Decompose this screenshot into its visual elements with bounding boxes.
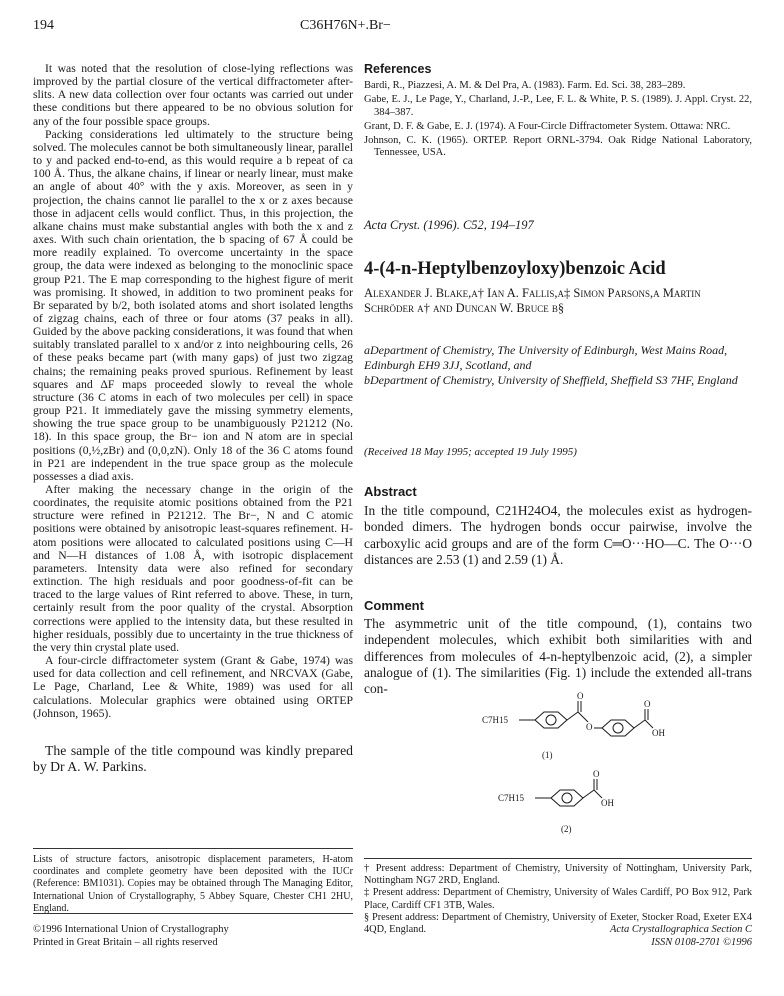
benzene-ring (602, 720, 634, 736)
atom-label: O (586, 722, 593, 732)
paragraph: After making the necessary change in the origin of the coordinates, the requisite atomic positions obtained from the P21 structure were refined in P21212. The Br−, N and C atomic positions were obtained by anisotropic least-squares refinement. H-atom positions were allocated to calculated positions using C—H and N—H distances of 1.08 Å, with isotropic displacement parameters. Intensity data were also refined for secondary extinction. The high residuals and poor goodness-of-fit can be traced to the large values of Rint referred to above. These, in turn, certainly result from the poor quality of the crystal. Absorption corrections were applied to the intensity data, but these resulted in higher residuals, possibly due to uncertainty in the true thickness of the very thin crystal plate used. (33, 483, 353, 654)
benzene-ring (535, 712, 567, 728)
left-column (33, 62, 353, 775)
bond (567, 712, 578, 720)
references-section (364, 62, 752, 162)
atom-label: O (644, 699, 651, 709)
compound-number: (1) (542, 750, 553, 760)
paragraph: A four-circle diffractometer system (Grant & Gabe, 1974) was used for data collection and cell refinement, and NRCVAX (Gabe, Le Page, Charland, Lee & White, 1989) was used for all calculations. Molecular graphics were obtained using ORTEP (Johnson, 1965). (33, 654, 353, 720)
atom-label: O (593, 769, 600, 779)
affiliation: aDepartment of Chemistry, The University of Edinburgh, West Mains Road, Edinburgh EH9 3JJ, Scotland, and (364, 343, 728, 372)
authors: Alexander J. Blake,a† Ian A. Fallis,a‡ Simon Parsons,a Martin Schröder a† and Duncan W. Bruce b§ (364, 286, 701, 315)
reference-item: Johnson, C. K. (1965). ORTEP. Report ORNL-3794. Oak Ridge National Laboratory, Tennessee, USA. (364, 135, 752, 159)
received-dates: (Received 18 May 1995; accepted 19 July 1995) (364, 446, 577, 458)
ring-circle (562, 793, 572, 803)
divider (33, 913, 353, 914)
footer-journal: Acta Crystallographica Section C (609, 924, 752, 935)
bond (578, 712, 588, 722)
alkyl-label: C7H15 (482, 715, 509, 725)
footnote: ‡ Present address: Department of Chemistry, University of Wales Cardiff, PO Box 912, Park Place, Cardiff CF1 3TB, Wales. (364, 887, 752, 911)
affiliations (364, 343, 752, 388)
page-number: 194 (33, 18, 54, 33)
comment-heading: Comment (364, 598, 424, 613)
copyright-line: ©1996 International Union of Crystallography (33, 924, 229, 935)
atom-label: OH (652, 728, 665, 738)
abstract-heading: Abstract (364, 484, 417, 499)
copyright-line: Printed in Great Britain – all rights reserved (33, 936, 218, 948)
journal-reference: Acta Cryst. (1996). C52, 194–197 (364, 218, 534, 232)
paragraph: Packing considerations led ultimately to the structure being solved. The molecules cannot be both simultaneously linear, parallel to y and packed end-to-end, as this would require a b repeat of ca 100 Å. Thus, the alkane chains, if linear or nearly linear, must make an angle of about 40° with the y axis. Moreover, as seen in y projection, the chains cannot lie parallel to the x or z axes because those in adjacent cells would conflict. Thus, in this projection, the alkane chains must make substantial angles with both the x and z axes. With such chain orientation, the b spacing of 67 Å could be more readily explained. To overcome uncertainty in the space group, the data were indexed as belonging to the monoclinic space group P21. The E map corresponding to the highest figure of merit was promising. It showed, in addition to two prominent peaks for Br separated by b/2, both isolated atoms and short isolated lengths of zigzag chains, each of three or four atoms (37 peaks in all). Guided by the above packing considerations, it was found that when suitably translated parallel to x and/or z into neighbouring cells, 26 of these peaks became part (with many gaps) of just two zigzag chains; the remaining peaks proved spurious. Refinement by least squares and ΔF maps proceeded slowly to reveal the whole structure (36 C atoms in each of two molecules per cell) in space group P21. It immediately gave the missing symmetry elements, showing the true space group to be unambiguously P21212 (No. 18). In this space group, the Br− ion and N atom are in special positions (0,½,zBr) and (0,0,zN). Only 18 of the 36 C atoms found in P21 are independent in the true space group as the molecule possesses a diad axis. (33, 127, 353, 483)
benzene-ring (551, 790, 583, 806)
comment-text: The asymmetric unit of the title compound, (1), contains two independent molecules, which exhibit both similarities with and differences from molecules of 4-n-heptylbenzoic acid, (2), a simpler analogue of (1). The similarities (Fig. 1) include the extended all-trans con- (364, 616, 752, 697)
footer-issn: ISSN 0108-2701 ©1996 (651, 936, 752, 948)
footnote: † Present address: Department of Chemistry, University of Nottingham, University Park, Nottingham NG7 2RD, England. (364, 863, 752, 887)
experimental-text (33, 62, 353, 720)
article-title: 4-(4-n-Heptylbenzoyloxy)benzoic Acid (364, 259, 666, 279)
alkyl-label: C7H15 (498, 793, 525, 803)
acknowledgement: The sample of the title compound was kindly prepared by Dr A. W. Parkins. (33, 742, 353, 774)
compound-number: (2) (561, 824, 572, 834)
references-heading: References (364, 62, 432, 76)
bond (594, 790, 602, 798)
reference-item: Gabe, E. J., Le Page, Y., Charland, J.-P., Lee, F. L. & White, P. S. (1989). J. Appl. Cryst. 22, 384–387. (364, 94, 752, 118)
paragraph: It was noted that the resolution of close-lying reflections was improved by the partial closure of the vertical diffractometer after-slits. A new data collection over four octants was carried out under these conditions but there appeared to be no obvious solution for any of the four possible space groups. (33, 62, 353, 128)
running-header-formula: C36H76N+.Br− (300, 18, 391, 33)
journal-footer (610, 924, 752, 949)
bond (583, 790, 594, 798)
footnote: § Present address: Department of Chemistry, University of Exeter, Stocker Road, Exeter EX4 4QD, England. (364, 911, 752, 936)
reference-item: Grant, D. F. & Gabe, E. J. (1974). A Four-Circle Diffractometer System. Ottawa: NRC. (364, 120, 731, 132)
affiliation: bDepartment of Chemistry, University of Sheffield, Sheffield S3 7HF, England (364, 373, 738, 387)
bond (634, 720, 645, 728)
ring-circle (613, 723, 623, 733)
copyright (33, 924, 229, 949)
atom-label: OH (601, 798, 614, 808)
deposition-note: Lists of structure factors, anisotropic displacement parameters, H-atom coordinates and complete geometry have been deposited with the IUCr (Reference: BM1031). Copies may be obtained through The Managing Editor, International Union of Crystallography, 5 Abbey Square, Chester CH1 2HU, England. (33, 848, 353, 915)
ring-circle (546, 715, 556, 725)
chemical-scheme (440, 690, 760, 840)
abstract-text: In the title compound, C21H24O4, the molecules exist as hydrogen-bonded dimers. The hydrogen bonds occur pairwise, involve the carboxylic acid groups and are of the form C═O···HO—C. The O···O distances are 2.53 (1) and 2.59 (1) Å. (364, 503, 752, 567)
reference-item: Bardi, R., Piazzesi, A. M. & Del Pra, A. (1983). Farm. Ed. Sci. 38, 283–289. (364, 80, 686, 91)
bond (645, 720, 653, 728)
atom-label: O (577, 691, 584, 701)
